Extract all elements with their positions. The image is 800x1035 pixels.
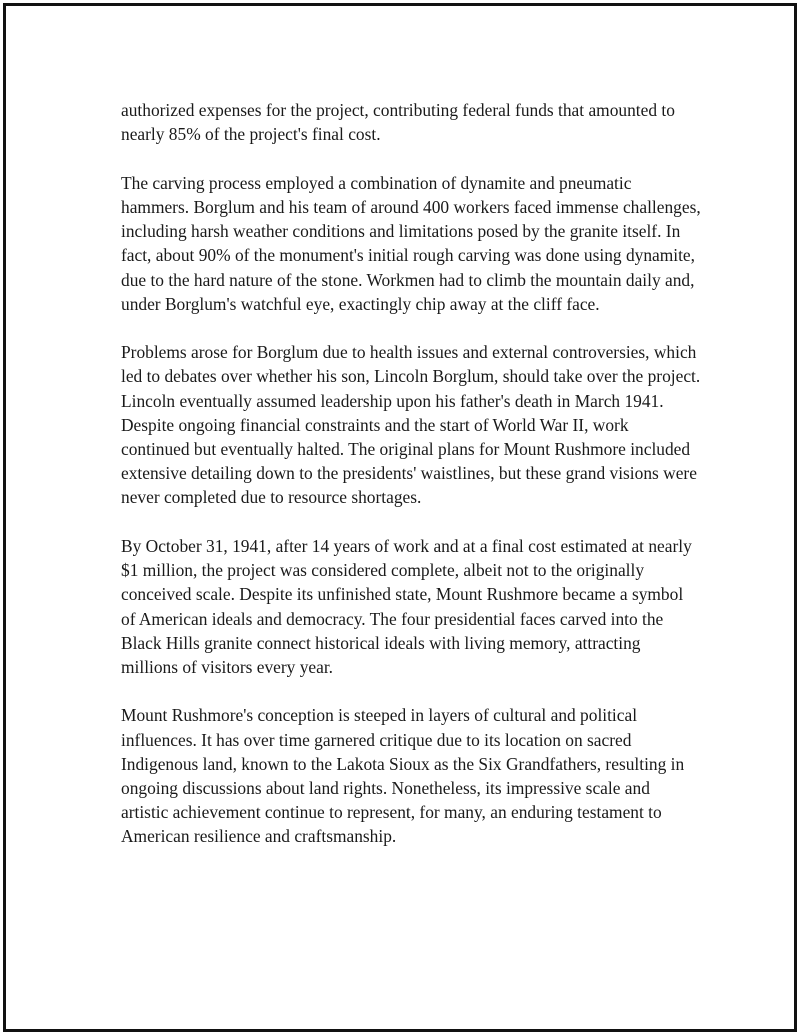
paragraph-cultural-influences: Mount Rushmore's conception is steeped in layers of cultural and political influences. It has over time garnered critique due to its location on sacred Indigenous land, known to the Lakota Sioux as the Six Grandfathers, resulting in ongoing discussions about land rights. Nonetheless, its impressive scale and artistic achievement continue to represent, for many, an enduring testament to American resilience and craftsmanship. [121, 705, 685, 847]
paragraph-federal-funds: authorized expenses for the project, contributing federal funds that amounted to nearly 85% of the project's final cost. [121, 100, 675, 145]
page-frame [3, 3, 797, 1032]
paragraph-leadership-problems: Problems arose for Borglum due to health issues and external controversies, which led to debates over whether his son, Lincoln Borglum, should take over the project. Lincoln eventually assumed leadership upon his father's death in March 1941. Despite ongoing financial constraints and the start of World War II, work continued but eventually halted. The original plans for Mount Rushmore included extensive detailing down to the presidents' waistlines, but these grand visions were never completed due to resource shortages. [121, 342, 701, 508]
paragraph-completion: By October 31, 1941, after 14 years of work and at a final cost estimated at nearly $1 million, the project was considered complete, albeit not to the originally conceived scale. Despite its unfinished state, Mount Rushmore became a symbol of American ideals and democracy. The four presidential faces carved into the Black Hills granite connect historical ideals with living memory, attracting millions of visitors every year. [121, 535, 692, 677]
document-body [121, 98, 701, 873]
paragraph-carving-process: The carving process employed a combination of dynamite and pneumatic hammers. Borglum and his team of around 400 workers faced immense challenges, including harsh weather conditions and limitations posed by the granite itself. In fact, about 90% of the monument's initial rough carving was done using dynamite, due to the hard nature of the stone. Workmen had to climb the mountain daily and, under Borglum's watchful eye, exactingly chip away at the cliff face. [121, 172, 701, 314]
